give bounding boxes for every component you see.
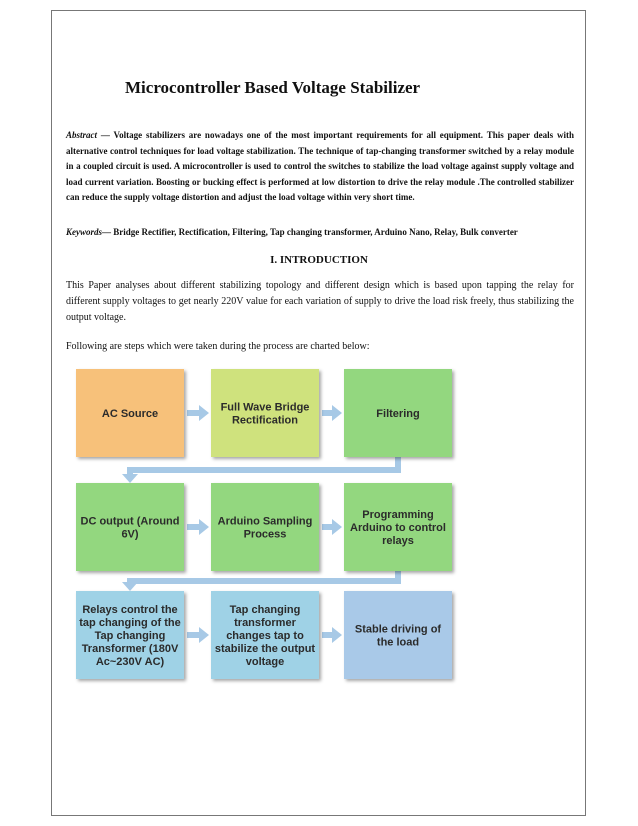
flow-step-text: Process bbox=[243, 528, 287, 541]
flow-step-r1-c3 bbox=[344, 369, 452, 457]
flow-step-text: transformer bbox=[234, 617, 296, 629]
flow-step-text: Arduino to control bbox=[350, 522, 446, 534]
flow-arrow-r3-c1 bbox=[187, 627, 209, 643]
flow-step-text: Tap changing bbox=[229, 604, 301, 616]
flow-step-text: Relays control the bbox=[82, 604, 178, 616]
abstract bbox=[66, 128, 574, 206]
flow-step-text: Full Wave Bridge bbox=[220, 401, 310, 414]
flow-step-text: Stable driving of bbox=[354, 623, 442, 636]
paper-title: Microcontroller Based Voltage Stabilizer bbox=[125, 78, 421, 97]
chart-intro-paragraph: Following are steps which were taken during the process are charted below: bbox=[66, 341, 370, 352]
flow-step-r2-c1 bbox=[76, 483, 184, 571]
flow-step-text: Tap changing bbox=[94, 630, 166, 642]
flow-step-r3-c2 bbox=[211, 591, 319, 679]
flow-step-text: voltage bbox=[245, 656, 285, 668]
abstract-label: Abstract bbox=[66, 130, 98, 140]
keywords bbox=[66, 227, 576, 237]
flow-arrow-r1-c1 bbox=[187, 405, 209, 421]
flow-step-text: Ac~230V AC) bbox=[95, 656, 165, 668]
flow-step-text: Rectification bbox=[231, 414, 299, 427]
flow-step-text: Transformer (180V bbox=[81, 643, 179, 655]
keywords-label: Keywords bbox=[66, 227, 102, 237]
flow-step-text: the load bbox=[376, 636, 420, 649]
flow-step-r2-c3 bbox=[344, 483, 452, 571]
flow-step-text: stabilize the output bbox=[214, 643, 316, 655]
flow-step-text: DC output (Around bbox=[80, 515, 180, 528]
flow-arrow-r2-c2 bbox=[322, 519, 342, 535]
process-flowchart bbox=[66, 365, 578, 697]
keywords-text: — Bridge Rectifier, Rectification, Filtering, Tap changing transformer, Arduino Nano, Relay, Bulk converter bbox=[102, 227, 518, 237]
flow-connector-row2-to-row3 bbox=[122, 571, 401, 591]
flow-step-text: Programming bbox=[362, 509, 434, 521]
flow-step-text: relays bbox=[382, 535, 414, 547]
intro-paragraph: This Paper analyses about different stabilizing topology and different design which is based upon tapping the relay for different supply voltages to get nearly 220V value for each variation of supply to drive the load risk freely, thus stabilizing the output voltage. bbox=[66, 280, 574, 323]
abstract-text: Voltage stabilizers are nowadays one of the most important requirements for all equipment. This paper deals with alternative control techniques for load voltage stabilization. The technique of tap-changing transformer switched by a relay module in a coupled circuit is used. A microcontroller is used to control the switches to stabilize the load voltage against supply voltage and load current variation. Boosting or bucking effect is performed at low distortion to drive the relay module .The controlled stabilizer can reduce the supply voltage distortion and adjust the load voltage within very short time. bbox=[66, 130, 574, 202]
flow-arrow-r2-c1 bbox=[187, 519, 209, 535]
flow-step-r3-c3 bbox=[344, 591, 452, 679]
flow-step-r1-c2 bbox=[211, 369, 319, 457]
flow-arrow-r3-c2 bbox=[322, 627, 342, 643]
flow-connector-row1-to-row2 bbox=[122, 457, 401, 483]
abstract-dash: — bbox=[100, 130, 110, 140]
flow-step-text: Filtering bbox=[376, 408, 420, 420]
flow-step-text: tap changing of the bbox=[79, 617, 181, 629]
flow-step-text: Arduino Sampling bbox=[217, 515, 313, 528]
flow-step-text: 6V) bbox=[121, 528, 139, 541]
flow-step-r3-c1 bbox=[76, 591, 184, 679]
flow-step-text: changes tap to bbox=[226, 630, 304, 642]
flow-step-r2-c2 bbox=[211, 483, 319, 571]
flow-step-r1-c1 bbox=[76, 369, 184, 457]
flow-arrow-r1-c2 bbox=[322, 405, 342, 421]
section-heading: I. INTRODUCTION bbox=[270, 254, 368, 266]
flow-step-text: AC Source bbox=[101, 408, 159, 420]
